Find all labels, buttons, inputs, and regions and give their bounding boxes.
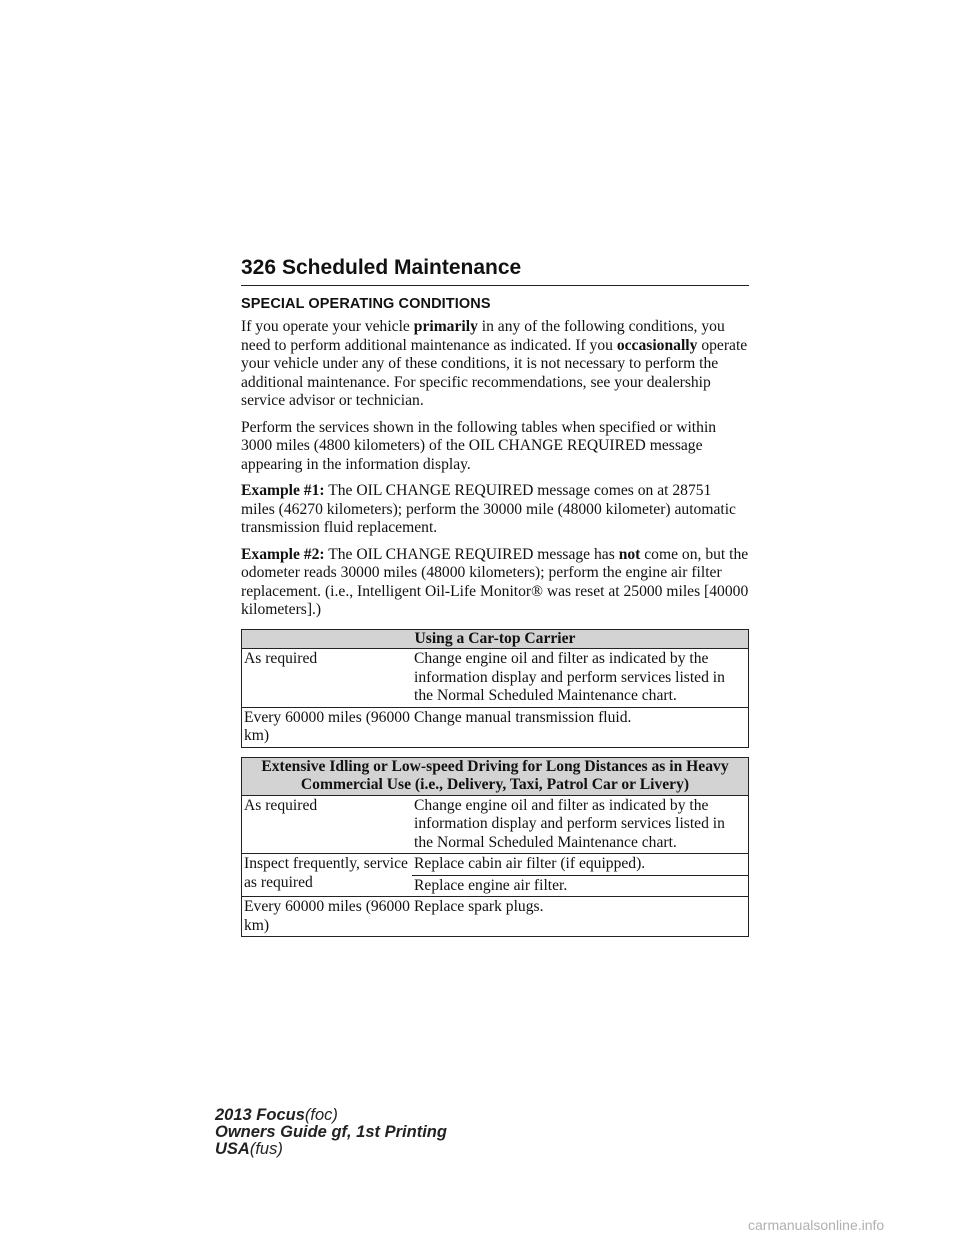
footer-market: USA [215,1140,250,1158]
table-row [242,897,749,937]
action-cell: Change manual transmission fluid. [412,707,749,747]
interval-cell: As required [242,795,413,854]
action-cell: Change engine oil and filter as indicated by the information display and perform services listed in the Normal Scheduled Maintenance chart. [412,795,749,854]
intro-text-2: in any of the following conditions, you need to perform additional maintenance as indicated. If you [241,318,725,354]
page-header [241,255,749,286]
action-cell: Change engine oil and filter as indicated by the information display and perform services listed in the Normal Scheduled Maintenance chart. [412,649,749,708]
example-2-text-2: come on, but the odometer reads 30000 miles (48000 kilometers); perform the engine air filter replacement. (i.e., Intelligent Oil-Life Monitor® was reset at 25000 miles [40000 kilometers].) [241,545,749,618]
print-footer [215,1107,447,1158]
table-header-row [242,629,749,649]
watermark: carmanualsonline.info [748,1217,885,1233]
footer-model: 2013 Focus [215,1106,305,1124]
example-1-text: The OIL CHANGE REQUIRED message comes on at 28751 miles (46270 kilometers); perform the 30000 mile (48000 kilometer) automatic transmission fluid replacement. [241,482,736,536]
example-1-label: Example #1: [241,482,325,499]
action-cell: Replace spark plugs. [412,897,749,937]
action-cell: Replace engine air filter. [412,875,749,897]
section-heading: SPECIAL OPERATING CONDITIONS [241,296,491,312]
interval-cell: Every 60000 miles (96000 km) [242,897,413,937]
page-number: 326 [241,256,277,279]
table-title: Using a Car-top Carrier [242,629,749,649]
intro-paragraph [241,318,749,411]
table-row [242,649,749,708]
extensive-idling-table [241,757,749,938]
table-header-row [242,757,749,795]
example-2-label: Example #2: [241,545,325,563]
footer-line-1 [215,1107,447,1124]
example-2-text-1: The OIL CHANGE REQUIRED message has [324,545,619,563]
footer-market-code: (fus) [249,1140,283,1158]
example-2-paragraph [241,546,749,620]
intro-text-3: operate your vehicle under any of these conditions, it is not necessary to perform the additional maintenance. For specific recommendations, see your dealership service advisor or technician. [241,336,748,409]
interval-cell: Every 60000 miles (96000 km) [242,707,413,747]
example-2-bold-not: not [618,545,641,563]
intro-bold-occasionally: occasionally [616,336,698,354]
footer-line-3 [215,1141,447,1158]
manual-page [241,255,749,944]
car-top-carrier-table [241,629,749,748]
section-title: Scheduled Maintenance [282,256,522,279]
example-1-paragraph [241,482,749,538]
interval-cell: Inspect frequently, service as required [242,854,413,897]
table-row [242,707,749,747]
table-title: Extensive Idling or Low-speed Driving for Long Distances as in Heavy Commercial Use (i.e., Delivery, Taxi, Patrol Car or Livery) [242,757,749,795]
action-cell: Replace cabin air filter (if equipped). [412,854,749,876]
table-row [242,795,749,854]
table-row [242,854,749,876]
services-paragraph: Perform the services shown in the following tables when specified or within 3000 miles (4800 kilometers) of the OIL CHANGE REQUIRED message appearing in the information display. [241,418,717,473]
interval-cell: As required [242,649,413,708]
footer-line-2: Owners Guide gf, 1st Printing [215,1123,447,1141]
intro-text-1: If you operate your vehicle [241,318,414,335]
footer-model-code: (foc) [304,1106,338,1124]
intro-bold-primarily: primarily [413,318,478,335]
